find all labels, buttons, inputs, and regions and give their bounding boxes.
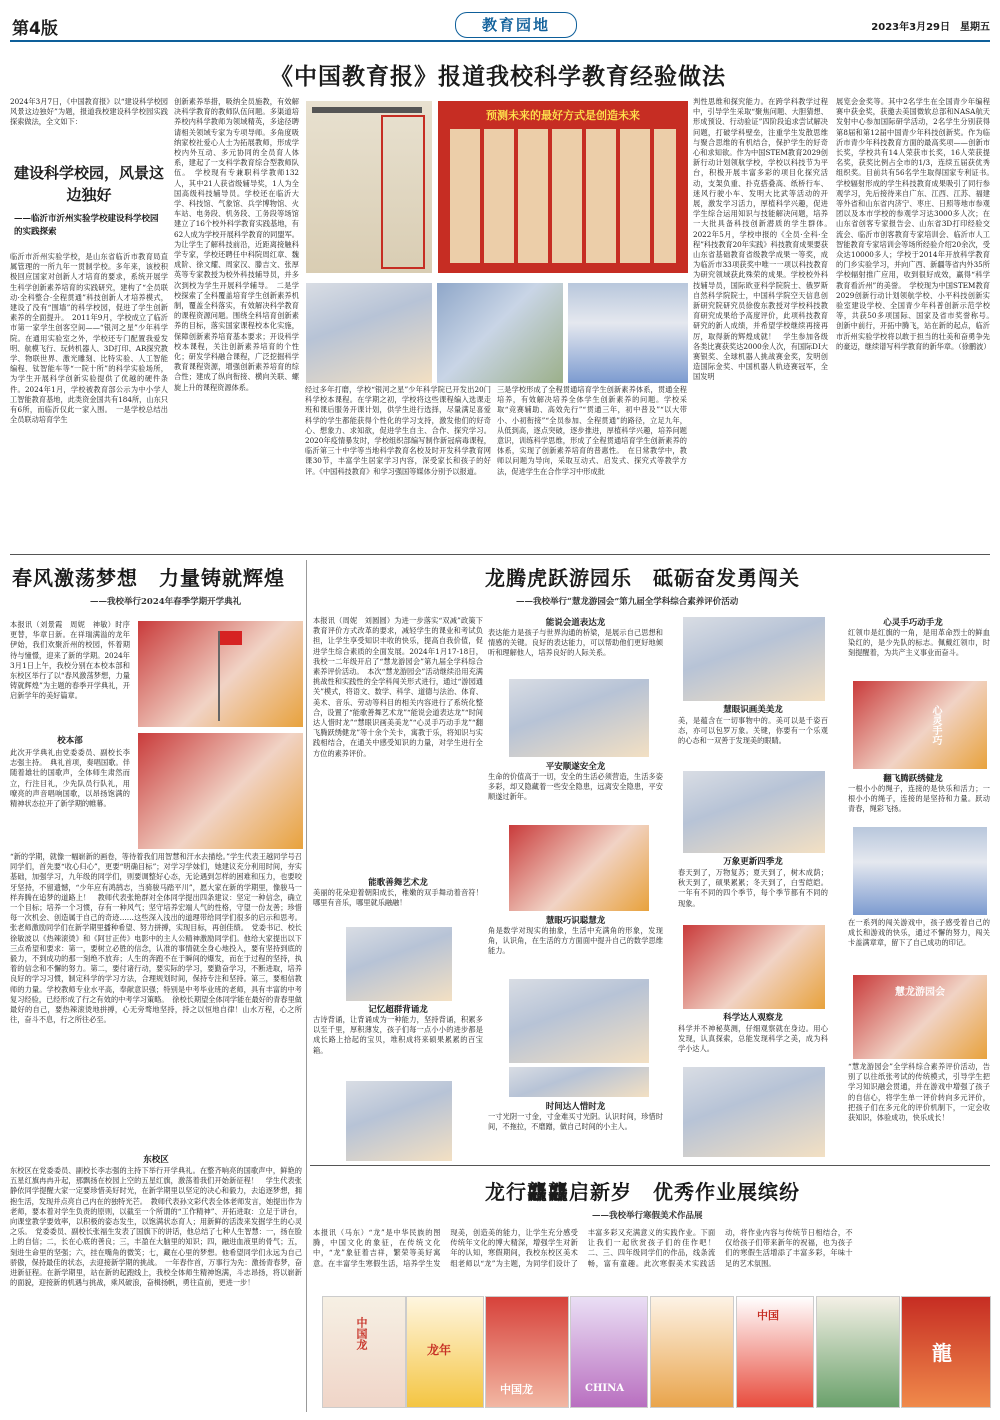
artwork-1	[322, 1296, 406, 1408]
top-headline: 《中国教育报》报道我校科学教育经验做法	[270, 63, 726, 90]
left-body-3: “新的学期，就像一幅崭新的画卷，等待着我们用智慧和汗水去描绘。”学生代表王越同学号召同学们，首先要“收心归心”，更要“明确目标”；对学习学妹们，她建议充分利用时间，夯实基础，加强学习，九年级的同学们，则要调整好心态，无论遇到怎样的困难和压力，也要咬牙坚持，不留遗憾，“少年应有鸿鹄志，当骑骏马踏平川”，愿大家在新的学期里，像骏马一样奔腾在追梦的道路上！ 教师代表张艳群对全体同学提出四条建议：坚定一种信念，确立一个目标；培养一个习惯，存有一种风气；坚守培养宏端人气的性格，守望一份友善；珍惜每一次机会、创造属于自己的奇迹……这些深入浅出的道理带给同学们很多的启示和思考。张老师激励同学们在新学期里播种希望、努力拼搏，实现目标，再创佳绩。 党委书记、校长徐敏波以《热辣滚烫》和《阿甘正传》电影中的主人公精神激励同学们。他给大家提出以下三点希望和要求：第一，要树立必胜的信念，认准的事情就全身心地投入，要有坚持到底的毅力，不到成功的那一刻绝不放弃；人生的奔跑不在于瞬间的爆发，而在于过程的坚持，执着的信念和不懈的努力。第二，要付诸行动，要实际的学习，要勤奋学习，不断进取，培养良好的学习习惯，制定科学的学习方法，合理规划时间，保持专注和坚持。第三，要相信教师的力量。学校教师专业水平高，奉献意识强；特别是中考毕业班的老师，具有丰富的中考复习经验，已经形成了行之有效的中考学习策略。 徐校长期望全体同学能在最好的青春里做最好的自己，要热辣滚烫地拼搏，心无旁骛地坚持，持之以恒地自律！山水万程，心之所往，奋斗不息，行之所往必至。	[10, 852, 302, 1025]
painting-station-photo	[682, 616, 826, 702]
sec-recite-body: 古诗背诵，让背诵成为一种能力，坚持背诵，积累多以至千里，厚积薄发，孩子们每一点小小的进步都是成长路上拾起的宝贝，堆积成将来硕果累累的百宝箱。	[313, 1015, 483, 1055]
handcraft-station-photo	[852, 680, 988, 770]
top-section-rule	[10, 554, 990, 555]
students-science-photo-1	[305, 282, 433, 384]
artwork-2	[406, 1296, 484, 1408]
column-divider-left	[306, 560, 307, 1412]
artwork-6-label: 中国	[757, 1309, 779, 1322]
top-lead: 2024年3月7日，《中国教育报》以“建设科学校园 风景这边独好”为题，报道我校建设科学校园实践探索做法，全文如下：	[10, 97, 168, 127]
handcraft-sign: 心灵手巧	[930, 705, 941, 745]
campus-main-title: 校本部	[57, 736, 83, 746]
bottom-section-rule	[310, 1165, 990, 1166]
artwork-8-label: 龍	[932, 1341, 952, 1365]
left-body-1: 本报讯（刘景霞 周妮 神敏）时序更替，华章日新。在祥瑞满溢的龙年伊始，我们欢聚沂州的校园，怀着期待与憧憬，迎来了新的学期。2024年3月1日上午，我校分别在本校本部和东校区举行了以“春风激荡梦想，力量铸就辉煌”为主题的春季开学典礼，开启新学年的美好篇章。	[10, 620, 130, 701]
right-headline: 龙腾虎跃游园乐 砥砺奋发勇闯关	[485, 566, 800, 590]
students-science-photo-3	[567, 282, 689, 384]
time-station-photo	[508, 1066, 650, 1098]
artwork-5	[650, 1296, 734, 1408]
students-science-photo-2	[436, 282, 564, 384]
group-board-photo	[852, 974, 988, 1060]
artwork-4	[570, 1296, 648, 1408]
artwork-2-label: 龙年	[427, 1343, 452, 1357]
assembly-photo	[137, 732, 304, 850]
sec-art-body: 美丽的花朵迎着朝阳成长，稚嫩的双手舞动着音符！哪里有音乐，哪里就乐融融！	[313, 888, 483, 908]
artwork-7	[816, 1296, 900, 1408]
section-badge	[455, 12, 577, 38]
sec-hand-body: 红领巾是红旗的一角，是用革命烈士的鲜血染红的，是少先队的标志。佩戴红领巾，时刻提醒着，为共产主义事业而奋斗。	[848, 628, 990, 658]
newspaper-clipping-photo	[305, 100, 433, 274]
artwork-6	[736, 1296, 814, 1408]
sec-beauty-title: 慧眼识画美美龙	[723, 705, 783, 715]
artwork-4-label: CHINA	[585, 1383, 624, 1394]
masthead-rule	[10, 40, 990, 42]
right-intro: 本报讯（周妮 刘圆圆）为进一步落实“双减”政策下教育评价方式改革的要求，减轻学生的课业和考试负担，让学生享受知识丰收的快乐，提高自我价值，促进学生综合素质的全面发展。2024年1月17-18日，我校一二年级开启了“慧龙游园会”第九届全学科综合素养评价活动。 本次“慧龙游园会”活动继续沿用充满挑战性和实践性的全学科闯关形式进行，通过“游园通关”模式，将语文、数学、科学、道德与法治、体育、美术、音乐、劳动等科目的相关内容进行了系统化整合，设置了“能歌善舞艺术龙”“能说会道表达龙”“时间达人惜时龙”“慧眼识画美美龙”“心灵手巧动手龙”“翻飞腾跃绣健龙”等十余个关卡，寓教于乐，将知识与实践相结合，在通关中感受知识的力量，对学生进行全方位的素养评价。	[313, 616, 483, 758]
artwork-3	[485, 1296, 569, 1408]
page-number: 第4版	[12, 19, 58, 39]
recite-station-photo	[345, 1080, 453, 1162]
sec-speak-body: 表达能力是孩子与世界沟通的桥梁，是展示自己思想和情感的关键。良好的表达能力，可以帮助他们更好地倾听和理解他人，培养良好的人际关系。	[488, 628, 663, 658]
top-subtitle-sub: ——临沂市沂州实验学校建设科学校园的实践探索	[14, 214, 159, 237]
observe-station-photo	[682, 1066, 826, 1158]
math-station-photo	[508, 978, 650, 1064]
sec-art-title: 能歌善舞艺术龙	[368, 878, 428, 888]
sec-angle-body: 角是数学对现实的抽象，生活中充满角的形象，发现角，认识角，在生活的方方面面中提升自己的数学思维能力。	[488, 926, 663, 956]
sec-jump-title: 翻飞腾跃绣健龙	[883, 774, 943, 784]
top-col2: 创新素养举措，吸纳全员施教，有效解决科学教育的教师队伍问题。多渠道培养校内科学教师为领域精英，多途径聘请相关领域专家为专项导师。多角度吸纳家校社爱心人士为拓展教师，形成学校内外互动、多元协同的全员育人体系，建起了一支科学教育综合型教师队伍。 学校现有专兼职科学教师132人，其中21人获省级辅导奖，1人为全国高级科技辅导员。学校还在临沂大学、科技馆、气象馆、兵学博物馆、火车站、电务段、机务段、工务段等场馆建立了16个校外科学教育实践基地，有62人成为学校开展科学教育的同盟军。为让学生了解科技前沿，近距离接触科学专家，学校还聘任中科院周红章、魏成阶、徐文耀、周家汉、滕吉文、张厚英等专家教授为校外科技辅导员，并多次到校为学生开展科学辅导。 二是学校探索了全科覆盖培育学生创新素养机制，覆盖全科落实，有效解决科学教育的课程资源问题。围绕全科培育创新素养的目标，落实国家课程校本化实施，保障创新素养培育基本要求；开设科学校本课程，关注创新素养培育的个性化；研发学科融合课程，广泛挖掘科学教育课程资源，增强创新素养培育的综合性；建成了纵向衔接、横向关联、螺旋上升的课程资源体系。	[174, 97, 299, 392]
top-col4: 三是学校形成了全程贯通培育学生创新素养体系，贯通全程培养，有效解决培养全体学生创新素养的问题。学校采取“竞赛辅助、高效先行”“贯通三年，初中普及”“以大带小、小初衔接”“全员参加、全程贯通”的路径，立足九年，从低到高，逐点突破，逐步推进，厚植科学兴趣，培养问题意识，训练科学思维，形成了全程贯通培育学生创新素养的体系，实现了创新素养培育的普惠性。 在日常教学中，教师以问题为导向，采取互动式、启发式、探究式等教学方法，促进学生在合作学习中形成批	[497, 385, 687, 476]
science-station-photo	[682, 924, 826, 1010]
honor-wall-photo	[437, 100, 689, 274]
sec-recite-title: 记忆超群背诵龙	[368, 1005, 428, 1015]
sec-beauty-body: 美，是蕴含在一切事物中的。美可以是千姿百态，亦可以包罗万象。关键，你要有一个乐观的心态和一双善于发现美的眼睛。	[678, 716, 828, 746]
right-outro: 在一系列的闯关游戏中，孩子感受着自己的成长和游戏的快乐，通过不懈的努力，闯关卡盖满章章，留下了自己成功的印记。	[848, 918, 990, 948]
top-subtitle-main: 建设科学校园，风景这边独好	[13, 164, 164, 204]
left-body-4: 东校区在党委委员、副校长李志强的主持下举行开学典礼。在整齐响亮的国歌声中，鲜艳的五星红旗冉冉升起，那飘扬在校园上空的五星红旗，激荡着我们开始新征程！ 学生代表张静依同学提醒大家一定要珍惜美好时光，在新学期里以坚定的决心和毅力，去追逐梦想，拥抱生活，发现并点亮自己内在的独特光芒。 教师代表孙文彩代表全体老师发言，她提出作为老师，要本着对学生负责的原则，以截至一个所谓的“工作精神”、开拓进取：立足于讲台，向课堂教学要效率，以积极的姿态发生，以饱满状态育人；用新鲜的活泼来发掘学生的心灵之乐。 党委委员、副校长张福生发表了国旗下的讲话，他总结了七种人生智慧：一，扬在脸上的自信；二，长在心底的善良；三，丰盈在大脑里的知识；四，融进血液里的骨气；五，刻进生命里的坚强；六，挂在嘴角的微笑；七，藏在心里的梦想。他希望同学们永远为自己骄傲，保持最佳的状态，去迎接新学期的挑战。 一年春作首，万事行为先：激扬青春梦，奋进新征程。在新学期里，站在新的起跑线上，我校全体师生精神饱满，斗志昂扬，将以崭新的面貌，迎接新的机遇与挑战，乘风破浪，奋楫扬帆，勇往直前，更进一步！	[10, 1166, 302, 1288]
left-body-2: 此次开学典礼由党委委员、副校长李志强主持。 典礼首项，奏唱国歌。伴随着雄壮的国歌声，全体师生肃然而立，行注目礼，少先队员行队礼，用嘹亮的声音唱响国歌，以昂扬饱满的精神状态拉开了新学期的帷幕。	[10, 748, 130, 809]
sec-time-body: 一寸光阴一寸金，寸金难买寸光阴。认识时间，珍惜时间，不拖拉，不磨蹭，做自己时间的小主人。	[488, 1112, 663, 1132]
right-subhead: ——我校举行“慧龙游园会”第九届全学科综合素养评价活动	[516, 597, 739, 607]
right-outro-2: “慧龙游园会”全学科综合素养评价活动，告别了以往纸张考试的传统模式，引导学生把学习知识融会贯通，并在游戏中增强了孩子的自信心，将学生单一评价转向多元评价，把孩子们在多元化的评价机制下，一定会收获知识，体验成功，快乐成长！	[848, 1062, 990, 1123]
left-headline: 春风激荡梦想 力量铸就辉煌	[12, 566, 285, 590]
top-col6: 展览会金奖等。其中2名学生在全国青少年编程赛中获金奖，获邀去美国微软总部和NASA航天发射中心参加国际研学活动，2名学生分别获得第8届和第12届中国青少年科技创新奖。作为临沂市青少年科技教育方面的最高奖项——创新市长奖，学校共有14人荣获市长奖，16人荣获提名奖，获奖比例占全市的1/3，连续五届获优秀组织奖。目前共有56名学生取得国家专利证书。 学校辐射形成的学生科技教育成果吸引了同行参观学习，先后接待来自广东、江西、江苏、福建等外省和山东省内济宁、枣庄、日照等地市参观团以及本市学校的参观学习达3000多人次；在山东省创客专家报告会、山东省3D打印经验交流会、临沂市创客教育专家培训会、临沂市人工智能教育专家培训会等场所经验介绍20余次，受众达10000多人；学校于2014年开放科学教育的门乡实验学习，并向广西、新疆等省内外35所学校辐射推广应用，收到很好成效，赢得“科学教育看沂州”的美誉。 学校现为中国STEM教育2029创新行动计划领航学校、小平科技创新实验室建设学校、全国青少年科普创新示范学校等，共获50多项国际、国家及省市奖誉称号。 创新中前行，开拓中腾飞，站在新的起点，临沂市沂州实验学校将以敢于担当的壮美和奋勇争先的豪迈，继续谱写科学教育的新华章。（徐鹏波）	[836, 97, 998, 351]
artwork-1-label: 中国龙	[355, 1317, 368, 1350]
bottom-subhead: ——我校举行寒假美术作品展	[592, 1211, 703, 1221]
speaking-station-photo	[508, 678, 650, 758]
flag-raising-photo	[137, 620, 304, 728]
sec-jump-body: 一根小小的绳子，连接的是快乐和活力；一根小小的绳子，连接的是坚持和力量。跃动青春，绳彩飞扬。	[848, 784, 990, 814]
top-col5: 判性思维和探究能力。在跨学科教学过程中，引导学生采取“聚焦问题、大胆猜想、形成预设、行动验证”四阶段追求尝试解决问题，打破学科壁垒，注重学生发散思维与聚合思维的有机结合，保护学生的好奇心和求知欲。作为中国STEM教育2029创新行动计划领航学校，学校以科技节为平台，积极开展丰富多彩的项目化探究活动，支架负重、扑克搭叠高、纸桥行车、迷风行驶小车、发明大比武等活动的开展，激发学习活力，厚植科学兴趣，促进学生综合运用知识与技能解决问题，培养一大批具备科技创新潜质的学生群体。 2022年5月，学校申报的《全员·全科·全程”科技教育20年实践》科技教育成果要获山东省基础教育省级教学成果一等奖，成为临沂市33项获奖中唯一一项以科技教育为研究领域获此殊荣的成果。学校校外科技辅导员，国际欧亚科学院院士、俄罗斯自然科学院院士，中国科学院空天信息创新研究院研究员徐俊东教授对学校科技教育研究成果给予高度评价，此项科技教育研究的新人成绩，并希望学校继续再接再厉，取得新的辉煌成就！ 学生参加各级各类比赛获奖达2000余人次，有国际DI大赛银奖、全球机器人挑战赛金奖，发明创造国际金奖、中国机器人轨迹赛冠军，全国发明	[693, 97, 836, 382]
safety-station-photo	[508, 824, 650, 912]
sec-season-title: 万象更新四季龙	[723, 857, 783, 867]
left-subhead: ——我校举行2024年春季学期开学典礼	[90, 597, 242, 607]
sec-hand-title: 心灵手巧动手龙	[883, 618, 943, 628]
section-title: 教育园地	[481, 16, 550, 34]
sec-time-title: 时间达人惜时龙	[545, 1102, 606, 1112]
music-station-photo	[345, 926, 453, 1002]
sec-season-body: 春天到了，万物复苏；夏天到了，树木成荫；秋天到了，硕果累累；冬天到了，白雪皑皑。一年有不同的四个季节，每个季节都有不同的现象。	[678, 868, 828, 908]
sec-angle-title: 慧眼巧识聪慧龙	[545, 916, 606, 926]
sec-safe-body: 生命的价值高于一切，安全的生活必须营造，生活多姿多彩，却又隐藏着一些安全隐患，远离安全隐患，平安顺遂过新年。	[488, 772, 663, 802]
sec-science-title: 科学达人观察龙	[723, 1013, 783, 1023]
top-col1: 临沂市沂州实验学校，是山东省临沂市教育局直属管理的一所九年一贯制学校。多年来，该校积极回应国家对创新人才培育的要求，系统开展学生科学创新素养培育的实践研究，建构了“全员联动·全科整合·全程贯通”科技创新人才培养模式，建设了没有“围墙”的科学校园，促进了学生创新素养的全面提升。 2011年9月，学校成立了临沂市第一家学生创客空间——“银河之星”少年科学院。在通用实验室之外，学校还专门配置我爱发明、航模飞行、玩转机器人、3D打印、AR探究教学、物联世界、激光雕刻、比特实验、人工智能编程、钛智能车等“一院十所”的科学实验场所，为学生开展科学创新实验提供了优越的硬件条件。2024年1月，学校被教育部公示为中小学人工智能教育基地，此类资金国共有184所，山东只有6所，而临沂仅此一家入围。 一是学校总结出全员联动培育学生	[10, 252, 168, 425]
artwork-8	[901, 1296, 991, 1408]
rope-jump-photo	[852, 826, 988, 916]
top-col3: 经过多年打磨，学校“银河之星”少年科学院已开发出20门科学校本课程。在学期之初，学校将这些课程编入选课走班和课后服务开课计划，供学生进行选择，尽量满足喜爱科学的学生都能获得个性化的学习支持，激发他们的好奇心、想象力、求知欲，促进学生自主、合作、探究学习。2020年疫情暴发时，学校组织部编写制作新冠病毒课程，临沂第三十中学等当地科学教育名校及时开发科学教育网课30节，丰富学生居家学习内容，深受家长和孩子的好评。《中国科技教育》和学习强国等媒体分别予以报道。	[305, 385, 491, 476]
artwork-3-label: 中国龙	[500, 1383, 533, 1396]
campus-east-title: 东校区	[143, 1155, 169, 1165]
sec-speak-title: 能说会道表达龙	[545, 618, 606, 628]
board-label: 慧龙游园会	[895, 987, 945, 998]
issue-date: 2023年3月29日 星期五	[871, 22, 990, 33]
honor-wall-banner: 预测未来的最好方式是创造未来	[486, 109, 640, 122]
bottom-body: 本报讯（马东）“龙”是中华民族的图腾，中国文化的象征，在传统文化中，“龙”象征着吉祥，繁荣等美好寓意。在丰富学生寒假生活，培养学生发现美，创造美的能力，让学生充分感受传统年文化的博大精深，增强学生对新年的认知，寒假期间，我校东校区美术组老师以“龙”为主题，为同学们设计了丰富多彩又充满意义的实践作业。下面让我们一起欣赏孩子们的佳作吧！ 二、三、四年级同学们的作品，线条流畅，富有童趣。此次寒假美术实践活动，将作业内容与传统节日相结合，不仅给孩子们带来新年的祝福，也为孩子们的寒假生活增添了丰富多彩，年味十足的艺术氛围。	[313, 1228, 853, 1268]
sec-science-body: 科学并不神秘莫测，仔细观察就在身边。用心发现，认真探索，总能发现科学之美，成为科学小达人。	[678, 1024, 828, 1054]
bottom-headline: 龙行龘龘启新岁 优秀作业展缤纷	[485, 1180, 800, 1204]
sec-safe-title: 平安顺遂安全龙	[545, 762, 606, 772]
season-station-photo	[682, 770, 826, 854]
